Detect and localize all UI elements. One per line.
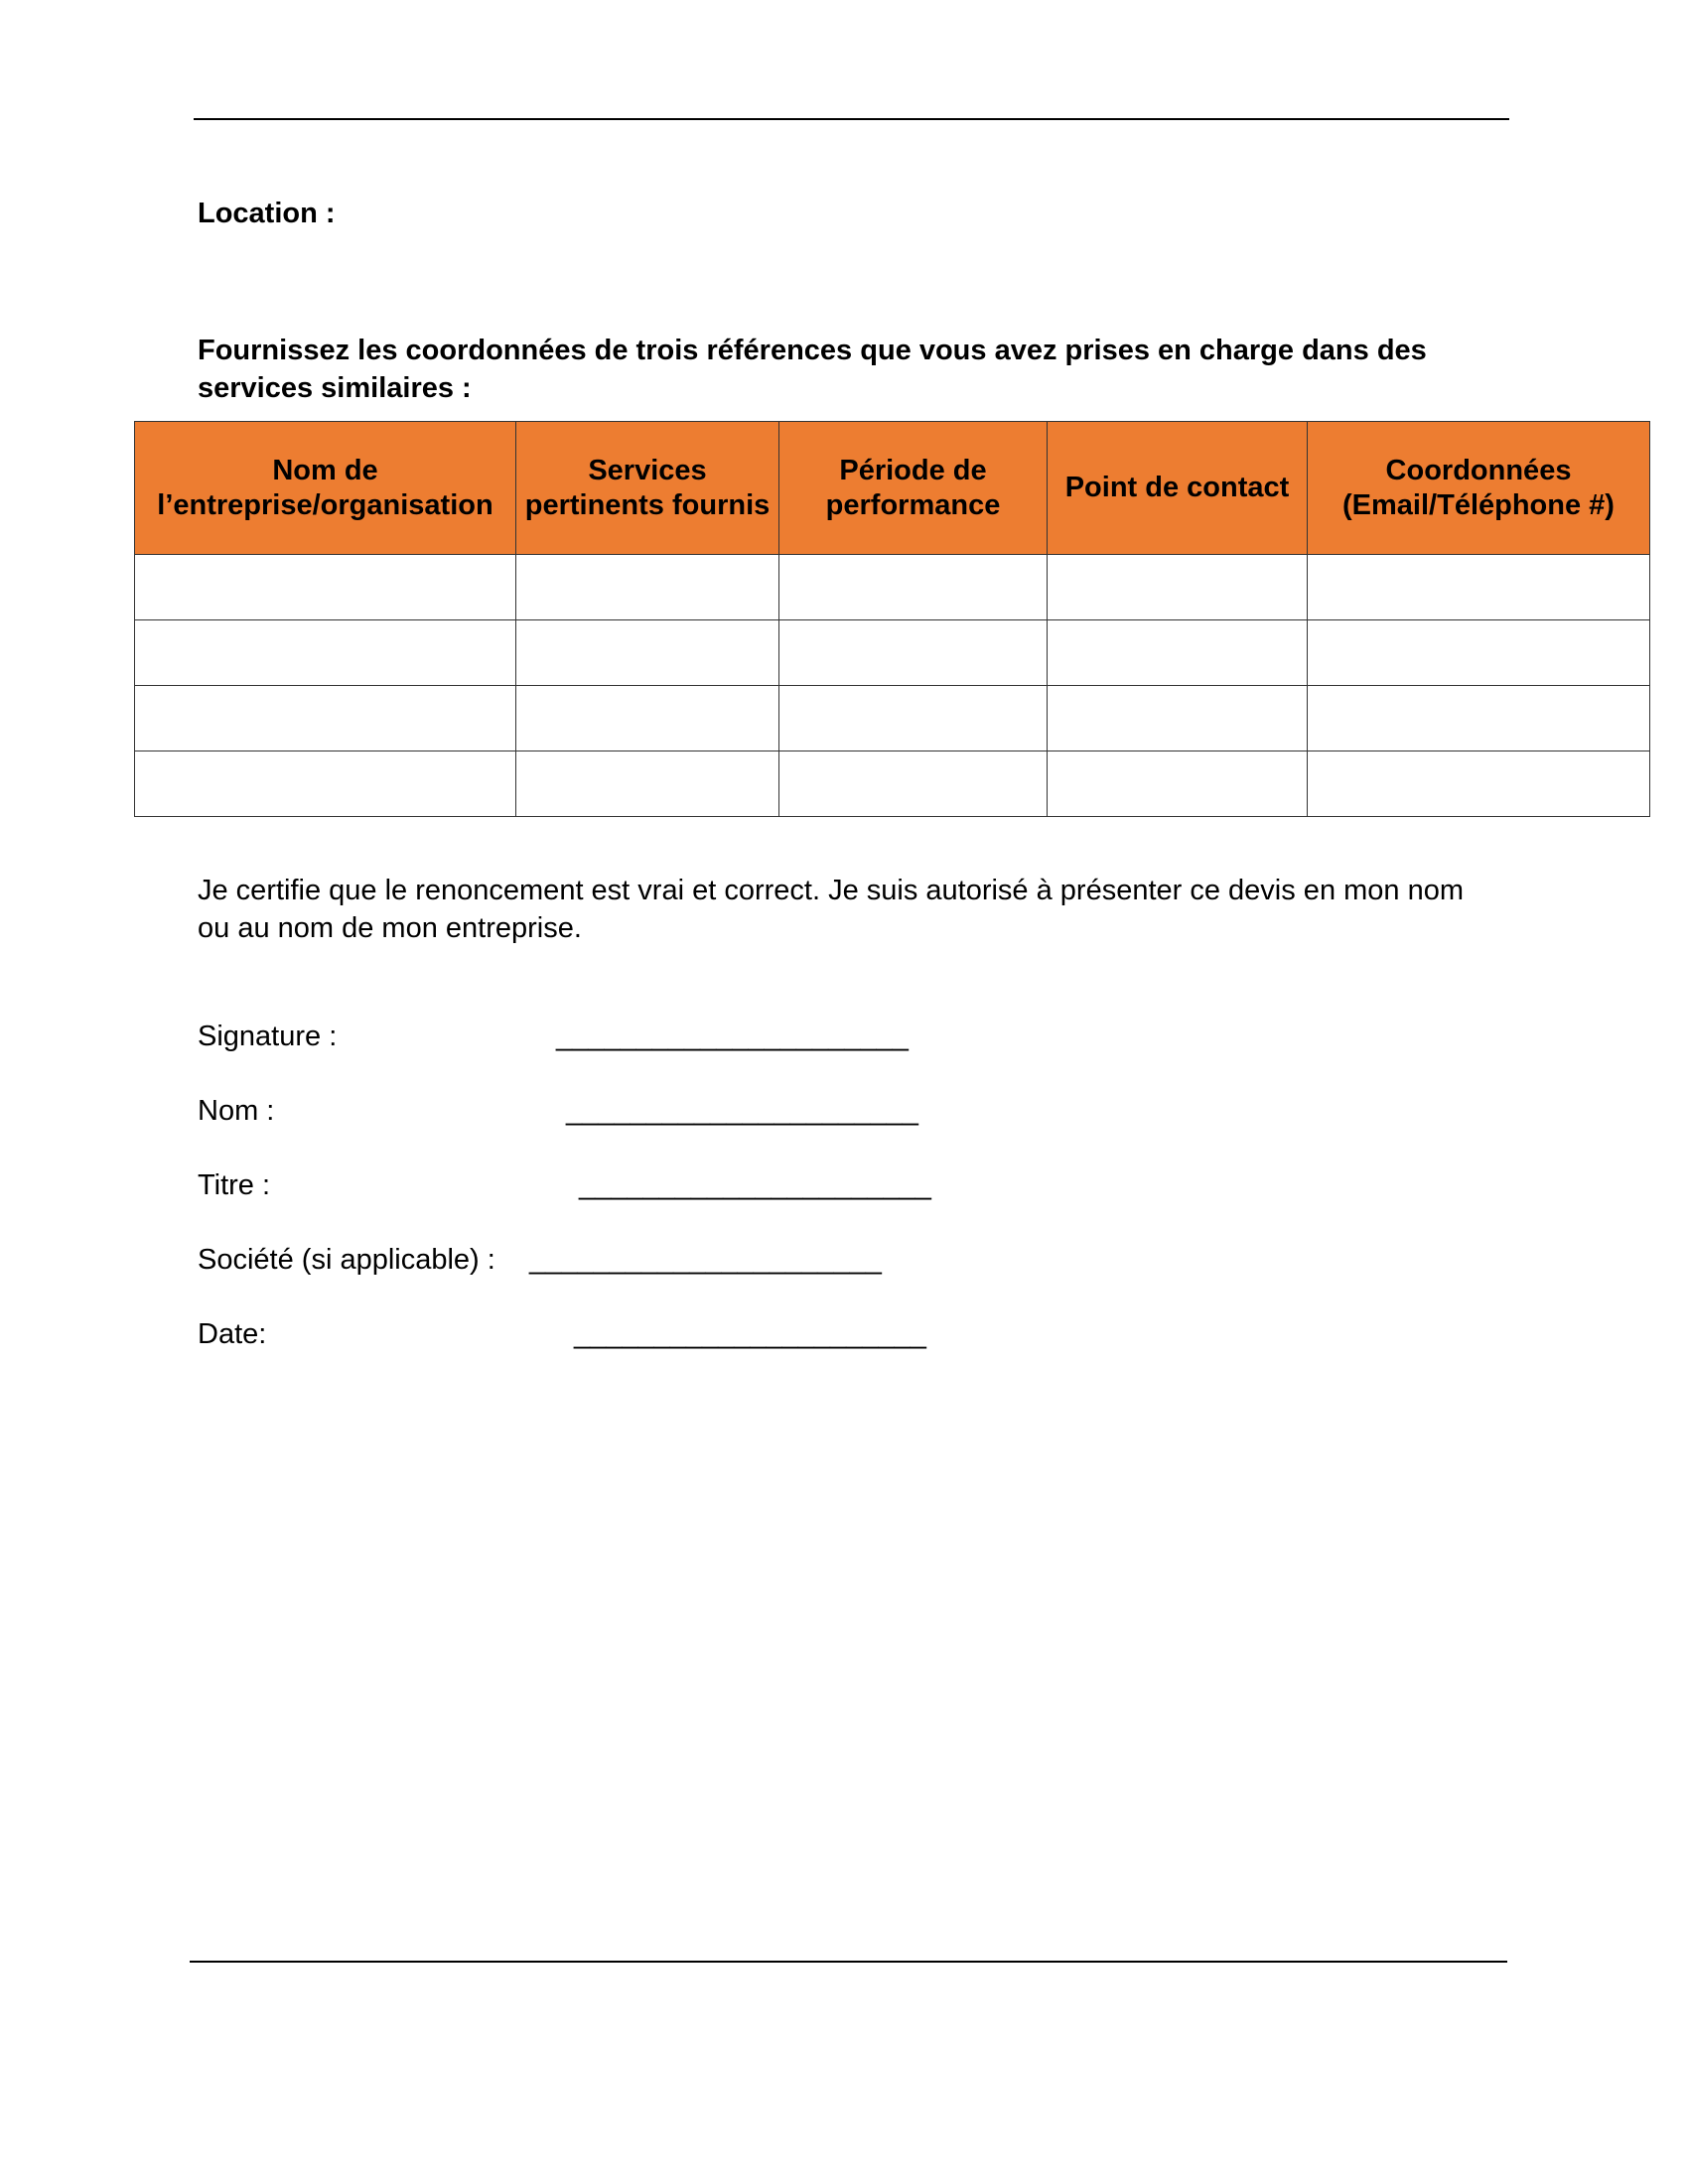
- table-cell[interactable]: [516, 555, 779, 620]
- table-row: [135, 686, 1650, 751]
- table-cell[interactable]: [135, 751, 516, 817]
- societe-field[interactable]: ______________________: [529, 1244, 882, 1276]
- footer-rule: [190, 1961, 1507, 1963]
- table-cell[interactable]: [516, 620, 779, 686]
- references-table: [134, 421, 1650, 817]
- table-row: [135, 620, 1650, 686]
- location-label: Location :: [198, 198, 336, 229]
- table-cell[interactable]: [135, 555, 516, 620]
- table-cell[interactable]: [1048, 620, 1308, 686]
- titre-label: Titre :: [198, 1169, 271, 1201]
- table-cell[interactable]: [1048, 751, 1308, 817]
- header-performance-period: Période de performance: [779, 422, 1048, 555]
- table-cell[interactable]: [779, 620, 1048, 686]
- header-rule: [194, 118, 1509, 120]
- table-cell[interactable]: [1308, 555, 1650, 620]
- date-label: Date:: [198, 1318, 267, 1350]
- header-contact-details: Coordonnées (Email/Téléphone #): [1308, 422, 1650, 555]
- certification-statement: Je certifie que le renoncement est vrai et correct. Je suis autorisé à présenter ce devis en mon nom ou au nom de mon entreprise.: [198, 875, 1465, 944]
- date-field[interactable]: ______________________: [574, 1318, 926, 1350]
- table-cell[interactable]: [516, 686, 779, 751]
- table-header-row: [135, 422, 1650, 555]
- table-cell[interactable]: [1308, 751, 1650, 817]
- table-cell[interactable]: [135, 620, 516, 686]
- signature-label: Signature :: [198, 1021, 338, 1052]
- table-cell[interactable]: [779, 555, 1048, 620]
- table-cell[interactable]: [516, 751, 779, 817]
- nom-label: Nom :: [198, 1095, 275, 1127]
- table-cell[interactable]: [779, 686, 1048, 751]
- table-cell[interactable]: [1308, 686, 1650, 751]
- table-cell[interactable]: [779, 751, 1048, 817]
- table-cell[interactable]: [1048, 686, 1308, 751]
- header-services: Services pertinents fournis: [516, 422, 779, 555]
- header-point-of-contact: Point de contact: [1048, 422, 1308, 555]
- nom-field[interactable]: ______________________: [566, 1095, 918, 1127]
- table-cell[interactable]: [1048, 555, 1308, 620]
- table-row: [135, 751, 1650, 817]
- titre-field[interactable]: ______________________: [579, 1169, 931, 1201]
- table-row: [135, 555, 1650, 620]
- societe-label: Société (si applicable) :: [198, 1244, 495, 1276]
- references-intro: Fournissez les coordonnées de trois références que vous avez prises en charge dans des services similaires :: [198, 335, 1427, 404]
- header-company-name: Nom de l’entreprise/organisation: [135, 422, 516, 555]
- table-cell[interactable]: [135, 686, 516, 751]
- signature-field[interactable]: ______________________: [556, 1021, 909, 1052]
- table-cell[interactable]: [1308, 620, 1650, 686]
